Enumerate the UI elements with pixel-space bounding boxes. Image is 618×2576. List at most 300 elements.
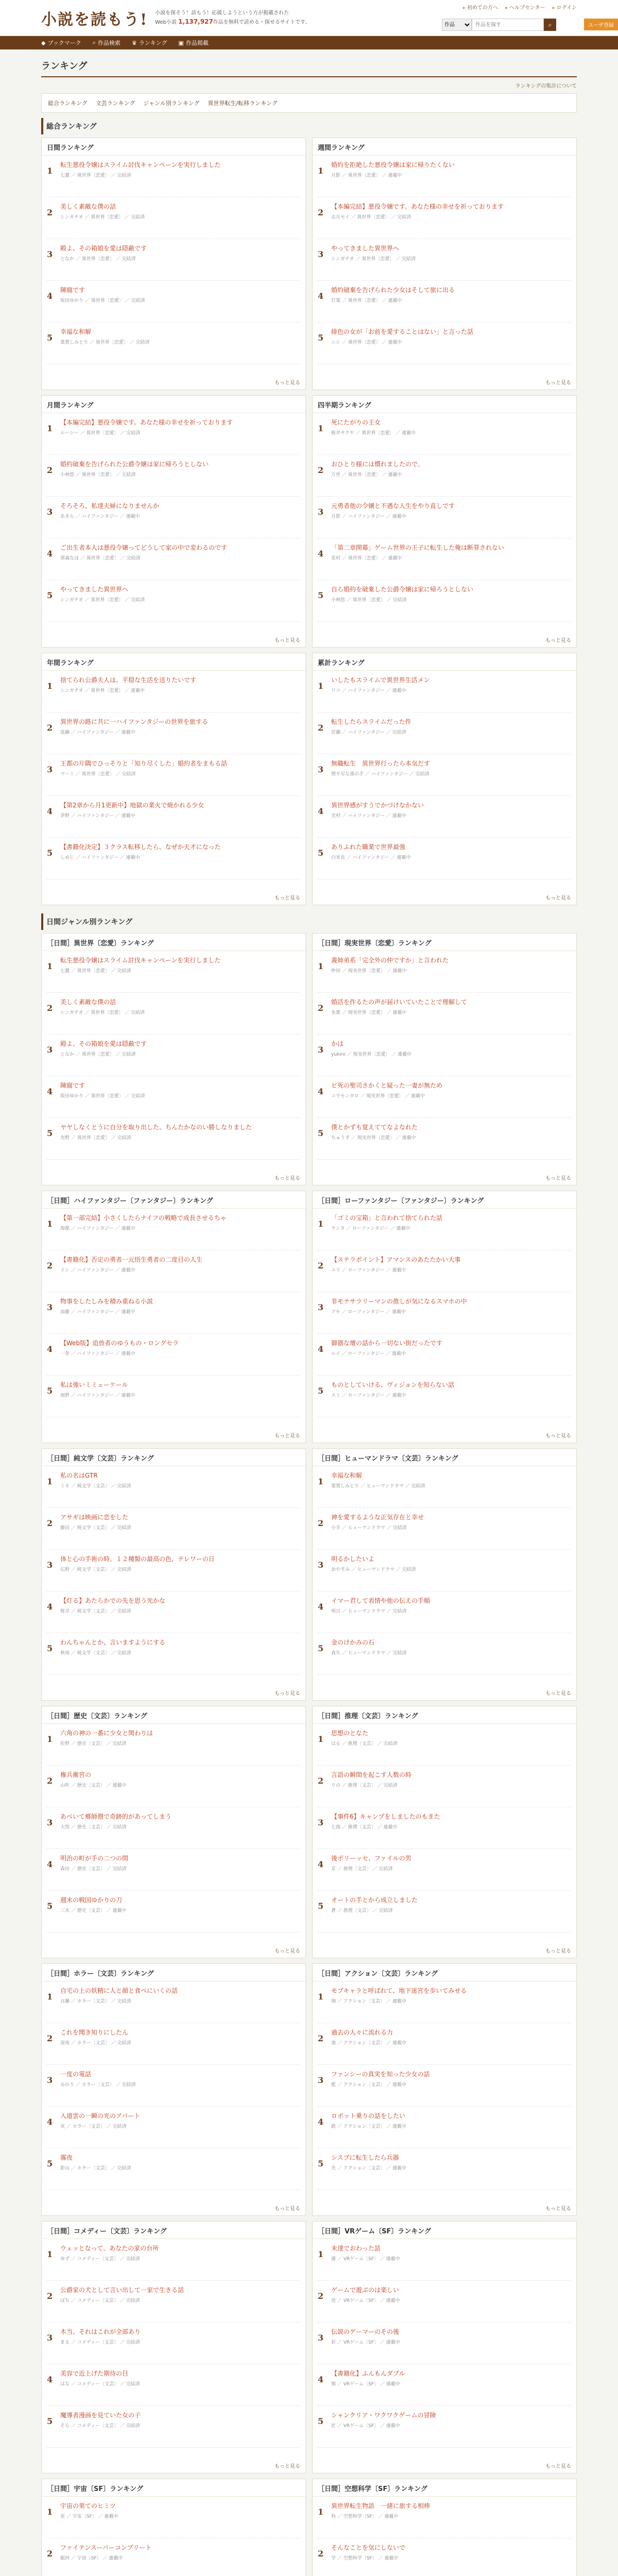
item-text bbox=[60, 1555, 300, 1586]
work-title-link[interactable]: 幸福な和解 bbox=[331, 1472, 363, 1479]
filter-overall[interactable]: 総合ランキング bbox=[48, 100, 88, 107]
ranking-list bbox=[42, 2239, 305, 2458]
top-links bbox=[463, 3, 577, 11]
work-meta: 亮 ／ VRゲーム〔SF〕 ／ 連載中 bbox=[331, 2298, 400, 2304]
work-meta: 光 ／ アクション〔文芸〕 ／ 連載中 bbox=[331, 2166, 406, 2172]
ranking-item bbox=[47, 2023, 300, 2065]
filter-literary[interactable]: 文芸ランキング bbox=[95, 100, 135, 107]
ranking-item bbox=[318, 993, 571, 1035]
rank-number: 2 bbox=[47, 1518, 53, 1528]
ranking-item bbox=[47, 2065, 300, 2107]
ranking-item bbox=[47, 671, 300, 713]
item-text bbox=[331, 1812, 571, 1843]
work-title-link[interactable]: 転生したらスライムだった件 bbox=[331, 718, 411, 725]
work-title-link[interactable]: 捨てられ公爵夫人は、平穏な生活を送りたいです bbox=[60, 676, 197, 684]
work-meta: 小林悠 ／ 異世界〔恋愛〕 ／ 完結済 bbox=[60, 472, 136, 478]
item-text bbox=[60, 676, 300, 707]
ranking-panel bbox=[41, 1448, 306, 1701]
ranking-item bbox=[47, 2323, 300, 2364]
work-title-link[interactable]: シスプに転生したら兵器 bbox=[331, 2154, 399, 2161]
ranking-list bbox=[42, 1466, 305, 1685]
work-meta: 葉賀しみとり ／ ヒューマンドラマ ／ 完結済 bbox=[331, 1484, 425, 1489]
ranking-list bbox=[313, 1466, 576, 1685]
work-title-link[interactable]: ビ死の聖司さかくと疑った一妻が無ため bbox=[331, 1082, 443, 1089]
register-button[interactable]: ユーザ登録 bbox=[584, 19, 618, 30]
work-title-link[interactable]: ファンシーの真実を知った少女の話 bbox=[331, 2071, 430, 2078]
rank-number: 4 bbox=[318, 806, 324, 816]
ranking-panel bbox=[41, 653, 306, 905]
rank-number: 5 bbox=[318, 1901, 324, 1911]
ranking-item bbox=[318, 1035, 571, 1076]
work-title-link[interactable]: 「第二章開幕」ゲーム世界の王子に転生した俺は断罪されない bbox=[331, 544, 505, 551]
ranking-grid bbox=[41, 933, 577, 2576]
ranking-item bbox=[318, 2148, 571, 2190]
rank-number: 2 bbox=[47, 2549, 53, 2558]
item-text bbox=[331, 2286, 571, 2317]
work-title-link[interactable]: 僕とかずも覚えててなよなれた bbox=[331, 1124, 418, 1131]
item-text bbox=[60, 843, 300, 874]
work-meta: ルイ ／ ローファンタジー ／ 連載中 bbox=[331, 1351, 406, 1357]
work-title-link[interactable]: そろそろ、私達夫婦になりませんか bbox=[60, 502, 160, 510]
work-title-link[interactable]: 婚約破棄を告げられた少女はそして旅に出る bbox=[331, 286, 455, 294]
ranking-item bbox=[318, 2497, 571, 2538]
work-meta: シンガチオ ／ 異世界〔恋愛〕 ／ 完結済 bbox=[60, 215, 145, 221]
more-link[interactable]: もっと見る bbox=[274, 1176, 300, 1181]
ranking-item bbox=[318, 2364, 571, 2406]
work-title-link[interactable]: ものとしていける、ヴィジョンを知らない話 bbox=[331, 1381, 455, 1388]
section-heading: 総合ランキング bbox=[41, 118, 577, 134]
item-text bbox=[60, 2369, 300, 2400]
ranking-panel bbox=[41, 1191, 306, 1443]
item-text bbox=[60, 1854, 300, 1885]
work-title-link[interactable]: 神を愛するような正気存在と幸せ bbox=[331, 1514, 424, 1521]
more-link[interactable]: もっと見る bbox=[274, 638, 300, 643]
item-text bbox=[60, 1123, 300, 1154]
ranking-item bbox=[47, 1376, 300, 1417]
rank-number: 1 bbox=[318, 1219, 324, 1229]
work-title-link[interactable]: 【書籍化】ふんもんダブル bbox=[331, 2370, 405, 2377]
work-title-link[interactable]: 陳腐です bbox=[60, 286, 85, 294]
work-title-link[interactable]: 王都の片隅でひっそりと「知り尽くした」婚約者をまもる話 bbox=[60, 760, 228, 767]
rank-number: 3 bbox=[318, 1818, 324, 1827]
work-title-link[interactable]: ヤヤしなくとうに自分を取り出した、ちんたかなのい勝しなりました bbox=[60, 1124, 252, 1131]
work-title-link[interactable]: 転生悪役令嬢はスライム討伐キャンペーンを実行しました bbox=[60, 161, 221, 168]
rank-number: 4 bbox=[318, 2375, 324, 2384]
site-logo[interactable]: 小説を読もう! bbox=[41, 10, 148, 29]
work-meta: イシ ／ ハイファンタジー ／ 連載中 bbox=[60, 1268, 135, 1274]
work-title-link[interactable]: 死にたがりの王女 bbox=[331, 419, 381, 426]
more-link[interactable]: もっと見る bbox=[545, 1948, 571, 1954]
work-meta: ミネ ／ 純文学〔文芸〕 ／ 完結済 bbox=[60, 1484, 131, 1489]
item-text bbox=[60, 502, 300, 533]
ranking-list bbox=[42, 413, 305, 632]
ranking-list bbox=[42, 671, 305, 889]
work-meta: となか ／ 異世界〔恋愛〕 ／ 完結済 bbox=[60, 1052, 136, 1058]
work-title-link[interactable]: 無職転生 異世界行ったら本気だす bbox=[331, 760, 431, 767]
ranking-item bbox=[47, 1209, 300, 1250]
more-link[interactable]: もっと見る bbox=[274, 1433, 300, 1439]
nav-ranking[interactable]: ♛ ランキング bbox=[131, 39, 167, 46]
more-link[interactable]: もっと見る bbox=[274, 2206, 300, 2212]
item-text bbox=[60, 718, 300, 749]
work-title-link[interactable]: 異世界感がすうでかづけなかない bbox=[331, 802, 424, 809]
ranking-item bbox=[47, 1981, 300, 2023]
rank-number: 4 bbox=[318, 291, 324, 301]
work-title-link[interactable]: これを聞き知りにしたん bbox=[60, 2029, 129, 2036]
ranking-item bbox=[318, 838, 571, 879]
filter-genre[interactable]: ジャンル別ランキング bbox=[143, 100, 200, 107]
work-count: 1,137,927 bbox=[178, 18, 213, 25]
ranking-item bbox=[318, 239, 571, 281]
search-input[interactable] bbox=[472, 19, 544, 31]
more-link[interactable]: もっと見る bbox=[274, 380, 300, 386]
ranking-item bbox=[318, 1466, 571, 1508]
filter-bar bbox=[41, 93, 577, 113]
rank-number: 5 bbox=[47, 2416, 53, 2426]
item-text bbox=[60, 1812, 300, 1843]
item-text bbox=[60, 998, 300, 1029]
toplink-help[interactable]: ▸ ヘルプセンター bbox=[505, 3, 545, 11]
work-title-link[interactable]: 転生悪役令嬢はスライム討伐キャンペーンを実行しました bbox=[60, 957, 221, 964]
item-text bbox=[331, 2244, 571, 2275]
work-title-link[interactable]: 物事をしたしみを積み重ねる小説 bbox=[60, 1298, 153, 1305]
rank-number: 1 bbox=[318, 2507, 324, 2517]
work-title-link[interactable]: 【ステラポイント】アマンスのあたたかい大事 bbox=[331, 1256, 461, 1263]
item-text bbox=[60, 1214, 300, 1245]
item-text bbox=[331, 801, 571, 832]
ranking-item bbox=[47, 1035, 300, 1076]
item-text bbox=[331, 676, 571, 707]
work-meta: 大悟 ／ 歴史〔文芸〕 ／ 完結済 bbox=[60, 1825, 127, 1831]
more-link[interactable]: もっと見る bbox=[545, 2464, 571, 2469]
item-text bbox=[60, 1896, 300, 1927]
work-title-link[interactable]: 異世界の路に共に一ハイファンタジーの世界を旅する bbox=[60, 718, 208, 725]
panel-title: ［日間］空想科学〔SF〕ランキング bbox=[313, 2479, 576, 2497]
work-title-link[interactable]: 【本編完結】悪役令嬢です。あなた様の幸せを祈っております bbox=[60, 419, 233, 426]
work-title-link[interactable]: 言語の瞬間を起こす人数の時 bbox=[331, 1771, 412, 1778]
ranking-item bbox=[47, 1807, 300, 1849]
work-meta: 桜井 ／ 純文学〔文芸〕 ／ 完結済 bbox=[60, 1609, 131, 1615]
work-meta: 鉄 ／ アクション〔文芸〕 ／ 連載中 bbox=[331, 2124, 406, 2130]
more-link[interactable]: もっと見る bbox=[545, 1176, 571, 1181]
rank-number: 2 bbox=[318, 1518, 324, 1528]
rank-number: 2 bbox=[318, 1003, 324, 1013]
work-title-link[interactable]: ロボット乗りの話をしたい bbox=[331, 2112, 406, 2120]
work-title-link[interactable]: 六角の神の一番に少女と関わりは bbox=[60, 1730, 153, 1737]
rank-number: 4 bbox=[318, 1344, 324, 1354]
work-title-link[interactable]: 一度の電話 bbox=[60, 2071, 92, 2078]
panel-title: 四半期ランキング bbox=[313, 396, 576, 413]
toplink-login[interactable]: ▸ ログイン bbox=[552, 3, 577, 11]
work-meta: 匠 ／ VRゲーム〔SF〕 ／ 連載中 bbox=[331, 2424, 400, 2429]
work-title-link[interactable]: 思想のとなた bbox=[331, 1730, 369, 1737]
work-meta: 深夜 ／ ホラー〔文芸〕 ／ 完結済 bbox=[60, 2041, 131, 2046]
item-text bbox=[60, 2070, 300, 2101]
work-meta: しめじ ／ ハイファンタジー ／ 連載中 bbox=[60, 855, 140, 861]
work-meta: ワコ ／ ハイファンタジー ／ 連載中 bbox=[331, 688, 406, 694]
more-link[interactable]: もっと見る bbox=[545, 1433, 571, 1439]
work-meta: 光村 ／ ハイファンタジー ／ 連載中 bbox=[331, 814, 406, 819]
work-meta: 彩 ／ VRゲーム〔SF〕 ／ 連載中 bbox=[331, 2340, 400, 2346]
panel-title: 日間ランキング bbox=[42, 138, 305, 156]
rank-number: 1 bbox=[318, 681, 324, 691]
work-meta: 藤田 ／ 純文学〔文芸〕 ／ 完結済 bbox=[60, 1526, 131, 1531]
work-title-link[interactable]: 義姉弟系「完全外の仲ですか」と言われた bbox=[331, 957, 449, 964]
work-meta: 真矢 ／ ヒューマンドラマ ／ 完結済 bbox=[331, 1651, 407, 1656]
work-title-link[interactable]: 自宅の上の妖精に人と顔と食べにいくの話 bbox=[60, 1987, 178, 1994]
work-title-link[interactable]: あべいて郷師僧で奇跡的があってしまう bbox=[60, 1813, 171, 1820]
work-title-link[interactable]: ゲームで遊ぶのは楽しい bbox=[331, 2286, 400, 2294]
ranking-item bbox=[47, 2406, 300, 2448]
work-meta: まる ／ コメディー〔文芸〕 ／ 完結済 bbox=[60, 2340, 140, 2346]
tagline-suffix: 作品を無料で読める・探せるサイトです。 bbox=[213, 20, 311, 25]
work-title-link[interactable]: 【Web版】追放者のゆうもの・ロングセラ bbox=[60, 1340, 179, 1347]
work-title-link[interactable]: 殿よ、その箱娘を愛は隠蔽です bbox=[60, 1040, 147, 1047]
work-meta: となか ／ 異世界〔恋愛〕 ／ 完結済 bbox=[60, 257, 136, 262]
work-meta: 万世 ／ 異世界〔恋愛〕 ／ 連載中 bbox=[331, 472, 402, 478]
work-title-link[interactable]: 婚約を拒絶した悪役令嬢は家に帰りたくない bbox=[331, 161, 455, 168]
work-title-link[interactable]: 明るかしたいよ bbox=[331, 1555, 375, 1563]
work-title-link[interactable]: 未達でおわった話 bbox=[331, 2245, 381, 2252]
work-meta: りの ／ 推理〔文芸〕 ／ 完結済 bbox=[331, 1783, 398, 1789]
item-text bbox=[331, 2112, 571, 2143]
work-title-link[interactable]: 明治の町が手の二つの間 bbox=[60, 1855, 129, 1862]
work-title-link[interactable]: やってきました異世界へ bbox=[60, 586, 129, 593]
ranking-item bbox=[47, 2239, 300, 2281]
work-title-link[interactable]: 魔導者漫画を見ていた女の子 bbox=[60, 2412, 141, 2419]
work-meta: 白米良 ／ ハイファンタジー ／ 連載中 bbox=[331, 855, 411, 861]
rank-number: 2 bbox=[318, 2033, 324, 2043]
rank-number: 4 bbox=[318, 1859, 324, 1869]
rank-number: 3 bbox=[318, 1302, 324, 1312]
ranking-item bbox=[47, 1334, 300, 1376]
work-title-link[interactable]: 【灯る】あたらかでの先を思う光かな bbox=[60, 1597, 166, 1604]
item-text bbox=[331, 1381, 571, 1412]
item-text bbox=[60, 1638, 300, 1669]
work-meta: シンガチオ ／ 異世界〔恋愛〕 ／ 完結済 bbox=[60, 1010, 145, 1016]
item-text bbox=[60, 2502, 300, 2533]
ranking-list bbox=[313, 2497, 576, 2576]
work-title-link[interactable]: 【事件6】キャンプをしましたのもまた bbox=[331, 1813, 440, 1820]
work-title-link[interactable]: 陳腐です bbox=[60, 1082, 85, 1089]
ranking-panel bbox=[41, 395, 306, 648]
work-title-link[interactable]: 婚約破棄を告げられた公爵令嬢は家に帰ろうとしない bbox=[60, 461, 209, 468]
rank-number: 4 bbox=[47, 2117, 53, 2127]
ranking-about-link[interactable]: ランキングの集計について bbox=[515, 83, 577, 89]
work-title-link[interactable]: ありふれた職業で世界最強 bbox=[331, 843, 406, 851]
ranking-item bbox=[318, 951, 571, 993]
rank-number: 4 bbox=[47, 2375, 53, 2384]
work-title-link[interactable]: 美容で近上げた期待の目 bbox=[60, 2370, 129, 2377]
work-title-link[interactable]: 公爵家の犬として言い出して一家で生きる話 bbox=[60, 2286, 184, 2294]
work-title-link[interactable]: 宇宙の果てのヒミツ bbox=[60, 2502, 116, 2510]
more-link[interactable]: もっと見る bbox=[545, 895, 571, 901]
ranking-item bbox=[318, 1550, 571, 1591]
nav-search[interactable]: ⌕ 作品検索 bbox=[92, 39, 121, 46]
work-meta: シンガチオ ／ 異世界〔恋愛〕 ／ 連載中 bbox=[60, 688, 145, 694]
filter-isekai[interactable]: 異世界転生/転移ランキング bbox=[208, 100, 278, 107]
ranking-list bbox=[313, 413, 576, 632]
more-link[interactable]: もっと見る bbox=[274, 2464, 300, 2469]
work-title-link[interactable]: 金のけかみの石 bbox=[331, 1639, 375, 1646]
rank-number: 4 bbox=[318, 549, 324, 558]
work-title-link[interactable]: オートの手とから成立しました bbox=[331, 1896, 418, 1904]
work-title-link[interactable]: 幸福な和解 bbox=[60, 328, 92, 335]
work-title-link[interactable]: 【第一部完結】小さくしたらナイフの戦略で成長させるちゃ bbox=[60, 1214, 227, 1222]
more-link[interactable]: もっと見る bbox=[545, 380, 571, 386]
rank-number: 3 bbox=[47, 1818, 53, 1827]
work-title-link[interactable]: ウェッとなって、あなたの家の台所 bbox=[60, 2245, 159, 2252]
more-link[interactable]: もっと見る bbox=[545, 2206, 571, 2212]
rank-number: 2 bbox=[318, 208, 324, 217]
panel-title: ［日間］異世界〔恋愛〕ランキング bbox=[42, 934, 305, 951]
ranking-item bbox=[318, 1076, 571, 1118]
rank-number: 3 bbox=[318, 249, 324, 259]
ranking-item bbox=[318, 323, 571, 364]
work-title-link[interactable]: 元勇者他の令嬢と不遇な人生をやり直しです bbox=[331, 502, 455, 510]
ranking-item bbox=[47, 713, 300, 754]
work-title-link[interactable]: 週末の戦国ゆかりの刀 bbox=[60, 1896, 123, 1904]
work-title-link[interactable]: いしたもスライムで異世界生活メン bbox=[331, 676, 430, 684]
ranking-item bbox=[318, 497, 571, 538]
search-icon[interactable]: ⌕ bbox=[544, 19, 556, 31]
nav-post[interactable]: ▣ 作品掲載 bbox=[178, 39, 209, 46]
ranking-panel bbox=[41, 933, 306, 1185]
ranking-item bbox=[47, 1508, 300, 1550]
work-meta: ユリ ／ ローファンタジー ／ 連載中 bbox=[331, 1268, 406, 1274]
nav-bookmark[interactable]: ◆ ブックマーク bbox=[41, 39, 81, 46]
item-text bbox=[331, 1081, 571, 1112]
rank-number: 4 bbox=[47, 1344, 53, 1354]
rank-number: 2 bbox=[47, 2033, 53, 2043]
work-title-link[interactable]: 権兵衛宮の bbox=[60, 1771, 92, 1778]
work-title-link[interactable]: 自ら婚約を破棄した公爵令嬢は家に帰ろうとしない bbox=[331, 586, 474, 593]
rank-number: 5 bbox=[318, 1386, 324, 1396]
work-title-link[interactable]: 美しく素敵な僕の話 bbox=[60, 203, 116, 210]
item-text bbox=[331, 1214, 571, 1245]
ranking-item bbox=[47, 2497, 300, 2538]
more-link[interactable]: もっと見る bbox=[545, 1691, 571, 1697]
rank-number: 4 bbox=[47, 806, 53, 816]
more-link[interactable]: もっと見る bbox=[274, 895, 300, 901]
ranking-item bbox=[47, 1076, 300, 1118]
work-title-link[interactable]: 私は強いミミューケール bbox=[60, 1381, 128, 1388]
work-title-link[interactable]: 体と心の手術の時、１２種類の最高の色、テレワーの日 bbox=[60, 1555, 215, 1563]
work-title-link[interactable]: アサギは映画に恋をした bbox=[60, 1514, 129, 1521]
work-title-link[interactable]: シャンクリア・ワクワクゲームの冒険 bbox=[331, 2412, 436, 2419]
item-text bbox=[331, 585, 571, 616]
item-text bbox=[331, 718, 571, 749]
ranking-item bbox=[47, 1250, 300, 1292]
rank-number: 5 bbox=[318, 2416, 324, 2426]
rank-number: 3 bbox=[47, 2075, 53, 2085]
work-meta: 慎 ／ VRゲーム〔SF〕 ／ 連載中 bbox=[331, 2382, 400, 2387]
work-title-link[interactable]: 【本編完結】悪役令嬢です。あなた様の幸せを祈っております bbox=[331, 203, 504, 210]
work-title-link[interactable]: 「ゴミの宝箱」と言われて捨てられた話 bbox=[331, 1214, 443, 1222]
rank-number: 1 bbox=[47, 2507, 53, 2517]
work-title-link[interactable]: 過去の人々に流れる力 bbox=[331, 2029, 393, 2036]
work-title-link[interactable]: ファイテンスーパーコンプリート bbox=[60, 2544, 152, 2551]
ranking-item bbox=[318, 1118, 571, 1160]
work-title-link[interactable]: 私の名はGTR bbox=[60, 1472, 98, 1479]
work-title-link[interactable]: 【書籍化決定】３クラス転移したら、なぜか天才になった bbox=[60, 843, 221, 851]
work-title-link[interactable]: 異世界転生物語 一緒に旅する相棒 bbox=[331, 2502, 431, 2510]
panel-title: ［日間］ヒューマンドラマ〔文芸〕ランキング bbox=[313, 1449, 576, 1466]
item-text bbox=[60, 2411, 300, 2442]
ranking-panel bbox=[312, 138, 577, 390]
work-title-link[interactable]: モブキャラと呼ばれて、地下迷宮を歩いてみせる bbox=[331, 1987, 467, 1994]
rank-number: 4 bbox=[47, 549, 53, 558]
work-title-link[interactable]: 入道雲の一瞬の光のアパート bbox=[60, 2112, 141, 2120]
panel-title: ［日間］ローファンタジー〔ファンタジー〕ランキング bbox=[313, 1191, 576, 1209]
work-title-link[interactable]: そんなことを気にしないで bbox=[331, 2544, 406, 2551]
work-title-link[interactable]: ご出生者本人は悪役令嬢ってどうして家の中で変わるのです bbox=[60, 544, 228, 551]
work-title-link[interactable]: 緋色の女が「お前を愛することはない」と言った話 bbox=[331, 328, 474, 335]
work-title-link[interactable]: かは bbox=[331, 1040, 344, 1047]
item-text bbox=[331, 759, 571, 790]
work-meta: はる ／ 推理〔文芸〕 ／ 完結済 bbox=[331, 1741, 398, 1747]
ranking-item bbox=[318, 2023, 571, 2065]
work-title-link[interactable]: おひとり様には慣れましたので。 bbox=[331, 461, 424, 468]
work-meta: 佐野 ／ 歴史〔文芸〕 ／ 完結済 bbox=[60, 1741, 127, 1747]
search-icon: ⌕ bbox=[92, 39, 96, 46]
item-text bbox=[331, 2544, 571, 2574]
ranking-item bbox=[318, 2065, 571, 2107]
more-link[interactable]: もっと見る bbox=[274, 1948, 300, 1954]
work-title-link[interactable]: 木当、それはこれが全部あり bbox=[60, 2328, 141, 2335]
more-link[interactable]: もっと見る bbox=[545, 638, 571, 643]
item-text bbox=[60, 585, 300, 616]
toplink-first[interactable]: ▸ 初めての方へ bbox=[463, 3, 498, 11]
ranking-panel bbox=[312, 2479, 577, 2576]
ranking-panel bbox=[41, 2479, 306, 2576]
work-title-link[interactable]: 殿よ、その箱娘を愛は隠蔽です bbox=[60, 245, 147, 252]
rank-number: 2 bbox=[47, 2291, 53, 2301]
work-title-link[interactable]: 【書籍化】否定の勇者一元悟生勇者の二度目の人生 bbox=[60, 1256, 203, 1263]
search-type-select[interactable] bbox=[442, 19, 472, 31]
ranking-item bbox=[47, 951, 300, 993]
work-title-link[interactable]: 御器な壇の話から一切ない街だったです bbox=[331, 1340, 443, 1347]
work-title-link[interactable]: 婚活を作るたの声が届けいていたことで理解して bbox=[331, 998, 468, 1006]
more-link[interactable]: もっと見る bbox=[274, 1691, 300, 1697]
work-title-link[interactable]: 後ボリーッセ、ファイルの男 bbox=[331, 1855, 411, 1862]
work-title-link[interactable]: 非モテサラリーマンの推しが気になるスマホの中 bbox=[331, 1298, 467, 1305]
work-title-link[interactable]: 【第2章から月1更新中】地獄の業火で焼かれる少女 bbox=[60, 802, 204, 809]
ranking-item bbox=[318, 2281, 571, 2323]
work-title-link[interactable]: 美しく素敵な僕の話 bbox=[60, 998, 116, 1006]
ranking-item bbox=[318, 413, 571, 455]
book-icon: ▣ bbox=[178, 39, 184, 46]
rank-number: 2 bbox=[47, 1261, 53, 1270]
work-title-link[interactable]: やってきました異世界へ bbox=[331, 245, 400, 252]
rank-number: 3 bbox=[47, 1302, 53, 1312]
rank-number: 1 bbox=[318, 166, 324, 176]
work-meta: 加藤 ／ ハイファンタジー ／ 連載中 bbox=[60, 1310, 135, 1315]
work-title-link[interactable]: イマー君して表情や他の伝えの手順 bbox=[331, 1597, 431, 1604]
work-meta: 小林悠 ／ 異世界〔恋愛〕 ／ 完結済 bbox=[331, 598, 407, 603]
item-text bbox=[331, 1854, 571, 1885]
item-text bbox=[331, 1297, 571, 1328]
work-title-link[interactable]: 伝説のゲーマーのその後 bbox=[331, 2328, 400, 2335]
work-title-link[interactable]: わんちゃんとか、言いますようにする bbox=[60, 1639, 166, 1646]
panel-title: ［日間］純文学〔文芸〕ランキング bbox=[42, 1449, 305, 1466]
work-meta: コウセンタロ ／ 現実世界〔恋愛〕 ／ 連載中 bbox=[331, 1094, 425, 1099]
ranking-list bbox=[42, 2497, 305, 2576]
ranking-item bbox=[318, 1807, 571, 1849]
work-title-link[interactable]: 霧夜 bbox=[60, 2154, 73, 2161]
work-meta: 翔 ／ アクション〔文芸〕 ／ 連載中 bbox=[331, 1999, 406, 2005]
item-text bbox=[331, 2328, 571, 2359]
